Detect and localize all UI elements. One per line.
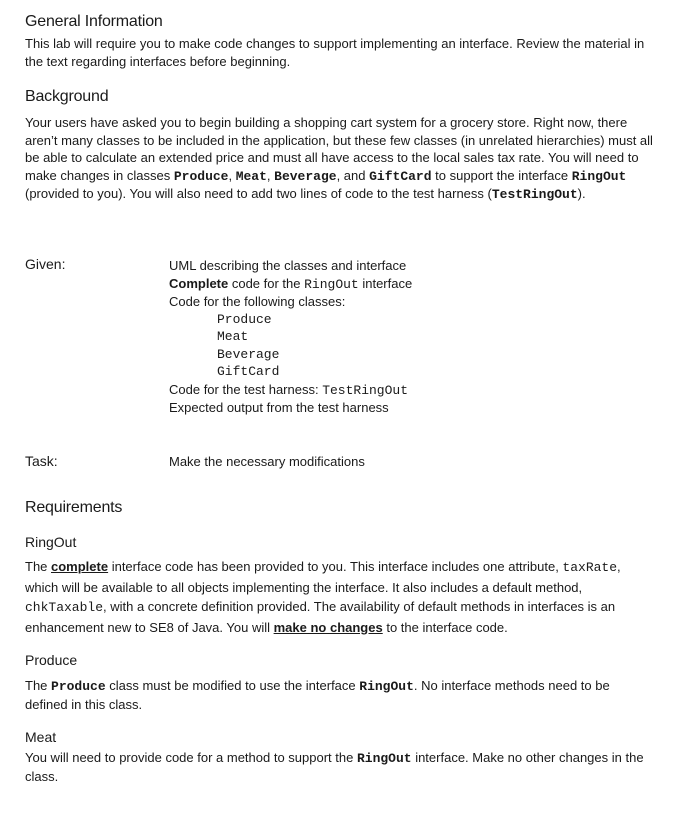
given-line-interface: Complete code for the RingOut interface: [169, 275, 413, 292]
given-line-harness: Code for the test harness: TestRingOut: [169, 381, 409, 398]
general-text: This lab will require you to make code changes to support implementing an interface. Review the material in the text regarding interfaces before beginning.: [25, 36, 645, 69]
task-text: Make the necessary modifications: [169, 454, 365, 469]
given-line-uml: UML describing the classes and interface: [169, 258, 407, 273]
meat-text: You will need to provide code for a method to support the RingOut interface. Make no other changes in the class.: [25, 750, 644, 784]
produce-heading: Produce: [25, 652, 78, 668]
given-line-classes: Code for the following classes:: [169, 294, 346, 309]
given-class-item: Beverage: [217, 346, 280, 362]
general-heading: General Information: [25, 13, 163, 30]
requirements-heading: Requirements: [25, 499, 123, 516]
given-class-item: GiftCard: [217, 364, 280, 379]
given-class-item: Produce: [217, 311, 272, 327]
produce-text: The Produce class must be modified to use the interface RingOut. No interface methods need to be defined in this class.: [25, 678, 610, 712]
given-list: [169, 257, 412, 417]
meat-heading: Meat: [25, 729, 57, 745]
given-class-item: Meat: [217, 329, 249, 344]
ringout-heading: RingOut: [25, 534, 77, 550]
given-line-output: Expected output from the test harness: [169, 400, 389, 415]
ringout-text: The complete interface code has been provided to you. This interface includes one attribute, taxRate, which will be available to all objects implementing the interface. It also includes a default method, chkTaxable, with a concrete definition provided. The availability of default methods in interfaces is an enhancement new to SE8 of Java. You will make no changes to the interface code.: [25, 559, 621, 635]
background-heading: Background: [25, 88, 109, 105]
given-label: Given:: [25, 256, 66, 272]
background-text: Your users have asked you to begin building a shopping cart system for a grocery store. Right now, there aren’t many classes to be included in the application, but these few classes (in unrelated hierarchies) must all be able to calculate an extended price and must all have access to the local sales tax rate. You will need to make changes in classes Produce, Meat, Beverage, and GiftCard to support the interface RingOut (provided to you). You will also need to add two lines of code to the test harness (TestRingOut).: [25, 115, 653, 203]
task-label: Task:: [25, 453, 58, 469]
